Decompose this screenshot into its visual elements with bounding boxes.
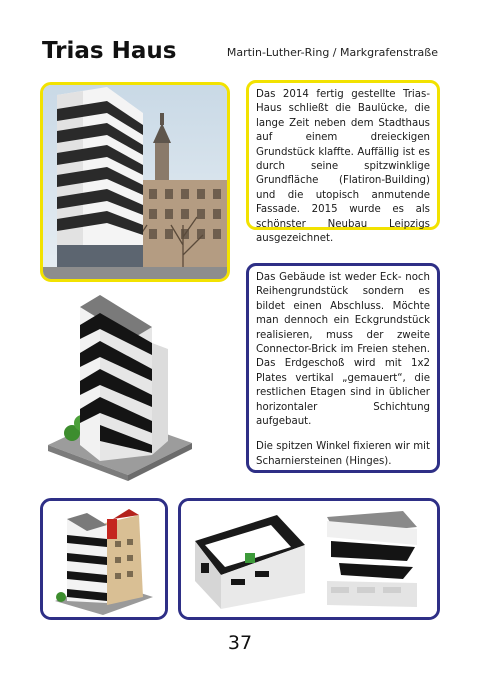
- build-text-paragraph-1: Das Gebäude ist weder Eck- noch Reihengrundstück sondern es bildet einen Abschluss. Möchte man dennoch ein Eckgrundstück realisieren, muss der zweite Connector-Brick im Freien stehen. Das Erdgeschoß wird mit 1x2 Plates vertikal „gemauert“, die restlichen Etagen sind in üblicher horizontaler Schichtung aufgebaut.: [256, 272, 430, 428]
- location-subtitle: Martin-Luther-Ring / Markgrafenstraße: [226, 46, 438, 59]
- building-photo: [40, 82, 230, 282]
- intro-text: Das 2014 fertig gestellte Trias-Haus schließt die Baulücke, die lange Zeit neben dem Stadthaus auf einem dreieckigen Grundstück klaffte. Auffällig ist es durch seine spitzwinklige Grundfläche (Flatiron-Building) und die utopisch anmutende Fassade. 2015 wurde es als schönster Neubau Leipzigs ausgezeichnet.: [256, 89, 430, 245]
- intro-text-box: [246, 80, 440, 245]
- lego-model-illustration: [40, 295, 230, 485]
- page-title: Trias Haus: [42, 38, 177, 64]
- construction-photos: [178, 498, 440, 620]
- build-text-box: [246, 263, 440, 473]
- building-photo-illustration: [43, 85, 227, 279]
- model-with-neighbour-photo: [40, 498, 168, 620]
- build-text-paragraph-2: Die spitzen Winkel fixieren wir mit Scharniersteinen (Hinges).: [256, 441, 430, 467]
- page-number: 37: [227, 632, 253, 654]
